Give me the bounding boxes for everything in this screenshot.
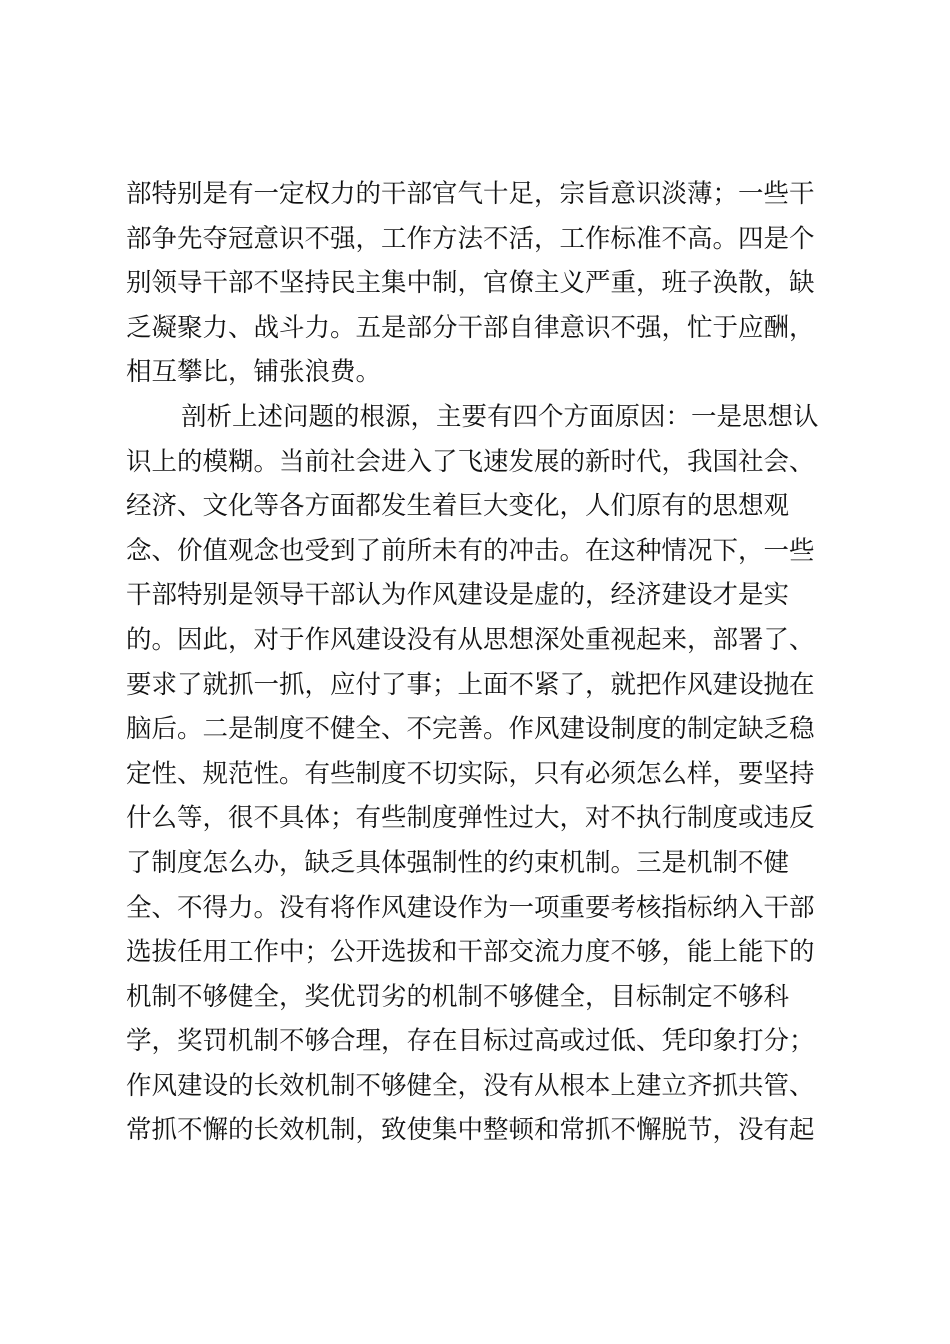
text-line: 了制度怎么办，缺乏具体强制性的约束机制。三是机制不健 xyxy=(126,847,790,878)
text-line: 的。因此，对于作风建设没有从思想深处重视起来，部署了、 xyxy=(126,624,815,655)
text-line: 乏凝聚力、战斗力。五是部分干部自律意识不强，忙于应酬， xyxy=(126,312,815,343)
text-line: 识上的模糊。当前社会进入了飞速发展的新时代，我国社会、 xyxy=(126,446,815,477)
text-line: 部争先夺冠意识不强，工作方法不活，工作标准不高。四是个 xyxy=(126,223,815,254)
text-line: 干部特别是领导干部认为作风建设是虚的，经济建设才是实 xyxy=(126,580,790,611)
paragraph-first-line: 剖析上述问题的根源，主要有四个方面原因：一是思想认 xyxy=(181,401,819,432)
text-line: 作风建设的长效机制不够健全，没有从根本上建立齐抓共管、 xyxy=(126,1070,815,1101)
text-line: 定性、规范性。有些制度不切实际，只有必须怎么样，要坚持 xyxy=(126,758,815,789)
body-text xyxy=(126,172,820,1153)
text-line: 全、不得力。没有将作风建设作为一项重要考核指标纳入干部 xyxy=(126,892,815,923)
text-line: 选拔任用工作中；公开选拔和干部交流力度不够，能上能下的 xyxy=(126,937,815,968)
text-line: 常抓不懈的长效机制，致使集中整顿和常抓不懈脱节，没有起 xyxy=(126,1115,815,1146)
text-line: 什么等，很不具体；有些制度弹性过大，对不执行制度或违反 xyxy=(126,803,815,834)
text-line: 别领导干部不坚持民主集中制，官僚主义严重，班子涣散，缺 xyxy=(126,268,815,299)
text-line: 学，奖罚机制不够合理，存在目标过高或过低、凭印象打分； xyxy=(126,1026,815,1057)
text-line: 相互攀比，铺张浪费。 xyxy=(126,357,382,388)
text-line: 机制不够健全，奖优罚劣的机制不够健全，目标制定不够科 xyxy=(126,981,790,1012)
text-line: 要求了就抓一抓，应付了事；上面不紧了，就把作风建设抛在 xyxy=(126,669,815,700)
text-line: 脑后。二是制度不健全、不完善。作风建设制度的制定缺乏稳 xyxy=(126,714,815,745)
text-line: 念、价值观念也受到了前所未有的冲击。在这种情况下，一些 xyxy=(126,535,815,566)
text-line: 部特别是有一定权力的干部官气十足，宗旨意识淡薄；一些干 xyxy=(126,179,815,209)
text-line: 经济、文化等各方面都发生着巨大变化，人们原有的思想观 xyxy=(126,491,790,522)
